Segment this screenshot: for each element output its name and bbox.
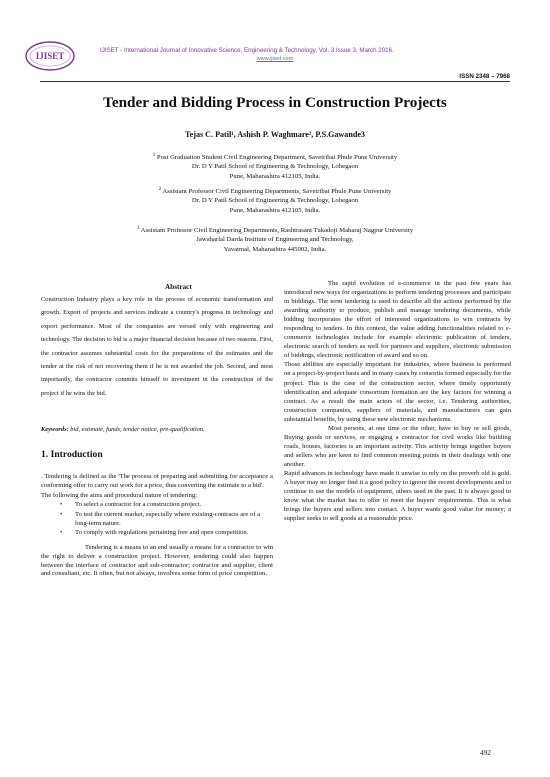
abstract-text: Construction Industry plays a key role in the process of economic transformation and growth. Export of projects and services indicate a country's progress in technology and export performance. Most of the companies are versed only with engineering and technology. The decision to bid is a major financial decision because of two reasons. First, the contractor assumes substantial costs for the preparations of the estimates and the tender at the risk of not recovering them if he is not awarded the job. Second, and most importantly, the contractor commits himself to investment in the construction of the project if he wins the bid. [41,296,273,397]
affiliation-2: $^2$ Assistant Professor Civil Engineering Departments, Savetribai Phule Pune University Dr. D Y Patil School of Engineering & Technology, Lohegaon Pune, Maharashtra 412105, India. [158,187,392,214]
keywords [41,426,273,433]
journal-url-link[interactable]: www.ijiset.com [256,56,294,62]
body-paragraph: Rapid advances in technology have made it unwise to rely on the proverb old is gold. A buyer may no longer find it a good policy to ignore the recent developments and to continue to use the models of equipment, others used in the past. It is always good to know what the market has to offer to meet the buyers' requirements. This is what brings the buyers and sellers into contact. A buyer wants good value for money; a supplier seeks to sell goods at a reasonable price. [284,469,511,523]
list-item: • To comply with regulations pertaining free and open competition. [60,529,274,538]
journal-citation: IJISET - International Journal of Innovative Science, Engineering & Technology, Vol. 3 Issue 3, March 2016. [100,47,394,54]
list-item: • To select a contractor for a construction project. [60,501,274,510]
introduction-paragraph-2: Tendering is a means to an end usually a means for a contractor to win the right to deliver a construction project. However, tendering could also happen between the interface of contractor and sub-contractor; contractor and supplier, client and consultant, etc. It often, but not always, involves some form of price competition. [41,544,273,578]
page-number: 492 [480,749,491,757]
keywords-label: Keywords: [41,426,69,433]
body-paragraph: Most persons, at one time or the other, have to buy or sell goods, Buying goods or services, or engaging a contractor for civil works like building roads, houses, factories is an important activity. This activity brings together buyers and sellers who are keen to find common meeting points in their dealings with one another. [284,424,511,468]
affiliation-3: $^3$ Assistant Professor Civil Engineering Departments, Rashtrasant Tukadoji Maharaj Nagpur University Jawaharlal Darda Institute of Engineering and Technology, Yavatmal, Maharashtra 445002, India. [136,226,414,253]
issn-label: ISSN 2348 – 7968 [459,73,510,80]
logo-text: IJISET [35,51,65,61]
body-paragraph: Those abilities are especially important for industries, where business is performed on a project-by-project basis and in many cases by consortia formed especially for the project. This is the case of the construction sector, where timely opportunity identification and adequate consortium formation are the key factors for winning a contract. As a result the main actors of the sector, i.e. Tendering authorities, construction companies, suppliers of materials, and manufacturers can gain substantial benefits, by using these new electronic mechanisms. [284,361,511,423]
body-paragraph: The rapid evolution of e-commerce in the past few years has introduced new ways for organizations to perform tendering processes and participate in biddings. The term tendering is used to describe all the actions performed by the awarding authority to produce, publish and manage tendering documents, while bidding incorporates the effort of interested organizations to win contracts by responding to tenders. In this context, the value adding functionalities related to e-commerce technologies include for example electronic publication of tenders, electronic search of tenders as well for partners and suppliers, electronic submission of biddings, electronic notification of award and so on. [284,280,511,360]
paper-title: Tender and Bidding Process in Construction Projects [103,94,447,111]
list-lead-text: The following the aims and procedural nature of tendering; [41,492,197,499]
right-column [284,279,511,523]
introduction-paragraph-1: . Tendering is defined as the 'The process of preparing and submitting for acceptance a conforming offer to carry out work for a price, thus converting the estimate to a bid'. [41,473,273,489]
list-item: • To test the current market, especially where existing-contracts are of a long-term nature. [60,511,274,529]
abstract-heading: Abstract [165,283,192,291]
author-list: Tejas C. Patil¹, Ashish P. Waghmare², P.S.Gawande3 [185,130,365,139]
aims-list [60,501,274,539]
introduction-heading: 1. Introduction [41,449,103,460]
header-divider [40,81,510,82]
keywords-values: bid, estimate, funds, tender notice, pre-qualification. [68,426,205,433]
affiliation-1: $^1$ Post Graduation Student Civil Engineering Department, Savetribai Phule Pune University Dr. D Y Patil School of Engineering & Technology, Lohegaon Pune, Maharashtra 412105, India. [152,153,398,180]
